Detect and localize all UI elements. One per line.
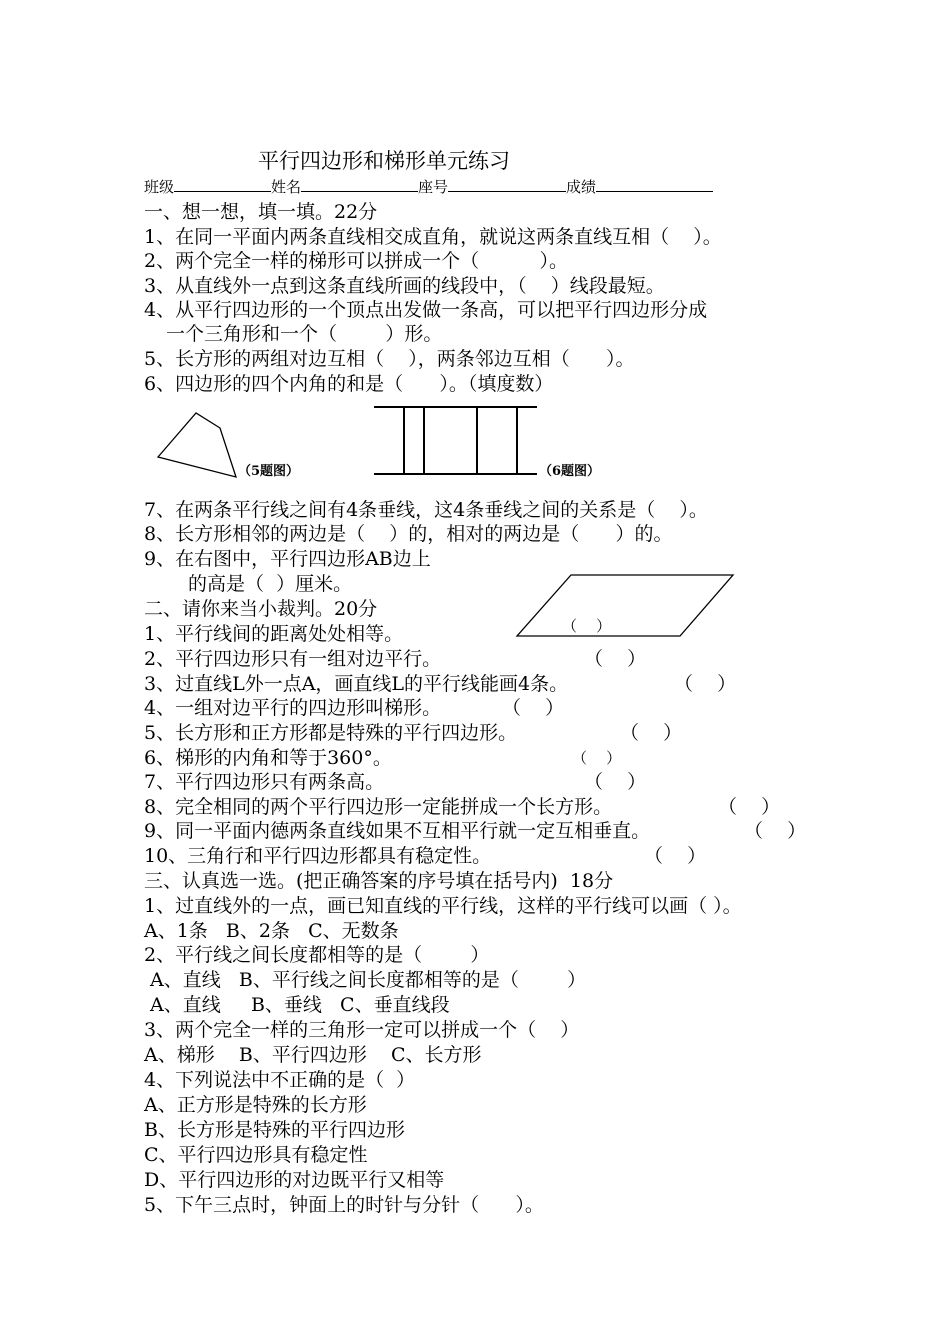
- choice-line-5: A、直线 B、垂线 C、垂直线段: [144, 994, 450, 1016]
- section2-heading: 二、请你来当小裁判。20分: [144, 598, 378, 620]
- judge-mark-8[interactable]: （ ）: [718, 796, 781, 818]
- question-1-4: 4、从平行四边形的一个顶点出发做一条高，可以把平行四边形分成: [144, 299, 708, 321]
- judge-mark-1[interactable]: （ ）: [562, 617, 612, 635]
- choice-line-6: 3、两个完全一样的三角形一定可以拼成一个（ ）: [144, 1019, 580, 1041]
- judge-item-7: 7、平行四边形只有两条高。 （ ）: [144, 771, 647, 793]
- judge-item-9: 9、同一平面内德两条直线如果不互相平行就一定互相垂直。 （ ）: [144, 820, 807, 842]
- judge-item-2: 2、平行四边形只有一组对边平行。 （ ）: [144, 648, 647, 670]
- choice-line-2: A、1条 B、2条 C、无数条: [144, 920, 399, 942]
- choice-line-12: D、平行四边形的对边既平行又相等: [144, 1169, 445, 1191]
- page-title: 平行四边形和梯形单元练习: [258, 149, 510, 173]
- choice-line-13: 5、下午三点时，钟面上的时针与分针（ ）。: [144, 1194, 544, 1216]
- question-1-5: 5、长方形的两组对边互相（ ），两条邻边互相（ ）。: [144, 348, 635, 370]
- judge-mark-9[interactable]: （ ）: [744, 820, 807, 842]
- score-label: 成绩: [566, 178, 597, 196]
- figure-6-caption: （6题图）: [539, 464, 601, 479]
- seat-label: 座号: [418, 178, 449, 196]
- judge-mark-4[interactable]: （ ）: [502, 697, 565, 719]
- judge-item-6: 6、梯形的内角和等于360°。 （ ）: [144, 747, 622, 769]
- judge-item-4: 4、一组对边平行的四边形叫梯形。 （ ）: [144, 697, 565, 719]
- judge-mark-10[interactable]: （ ）: [644, 845, 707, 867]
- quadrilateral-figure: [158, 413, 236, 477]
- parallel-lines-figure: [374, 407, 537, 474]
- parallelogram-figure: [517, 575, 733, 636]
- judge-item-1: 1、平行线间的距离处处相等。 （ ）: [144, 622, 403, 646]
- question-1-3: 3、从直线外一点到这条直线所画的线段中，（ ）线段最短。: [144, 275, 665, 297]
- choice-line-1: 1、过直线外的一点，画已知直线的平行线，这样的平行线可以画（ ）。: [144, 895, 742, 917]
- choice-line-9: A、正方形是特殊的长方形: [144, 1094, 367, 1116]
- question-1-7: 7、在两条平行线之间有4条垂线，这4条垂线之间的关系是（ ）。: [144, 499, 708, 521]
- question-1-1: 1、在同一平面内两条直线相交成直角，就说这两条直线互相（ ）。: [144, 226, 722, 248]
- judge-item-3: 3、过直线L外一点A，画直线L的平行线能画4条。 （ ）: [144, 673, 737, 695]
- choice-line-4: A、直线 B、平行线之间长度都相等的是（ ）: [144, 969, 587, 991]
- figure-5-caption: （5题图）: [238, 464, 300, 479]
- judge-mark-7[interactable]: （ ）: [584, 771, 647, 793]
- judge-mark-2[interactable]: （ ）: [584, 648, 647, 670]
- name-label: 姓名: [271, 178, 302, 196]
- question-1-2: 2、两个完全一样的梯形可以拼成一个（ ）。: [144, 250, 568, 272]
- question-1-6: 6、四边形的四个内角的和是（ ）。（填度数）: [144, 373, 554, 395]
- judge-mark-3[interactable]: （ ）: [674, 673, 737, 695]
- choice-line-7: A、梯形 B、平行四边形 C、长方形: [144, 1044, 482, 1066]
- judge-mark-6[interactable]: （ ）: [572, 749, 622, 767]
- choice-line-10: B、长方形是特殊的平行四边形: [144, 1119, 405, 1141]
- question-1-4-cont: 一个三角形和一个（ ）形。: [166, 323, 443, 345]
- class-label: 班级: [144, 178, 175, 196]
- judge-item-10: 10、三角行和平行四边形都具有稳定性。 （ ）: [144, 845, 707, 867]
- judge-item-5: 5、长方形和正方形都是特殊的平行四边形。 （ ）: [144, 722, 683, 744]
- section1-heading: 一、想一想，填一填。22分: [144, 201, 378, 223]
- judge-mark-5[interactable]: （ ）: [620, 722, 683, 744]
- question-1-9: 9、在右图中，平行四边形AB边上: [144, 548, 431, 570]
- choice-line-8: 4、下列说法中不正确的是（ ）: [144, 1069, 416, 1091]
- choice-line-3: 2、平行线之间长度都相等的是（ ）: [144, 944, 490, 966]
- question-1-8: 8、长方形相邻的两边是（ ）的，相对的两边是（ ）的。: [144, 523, 673, 545]
- choice-line-11: C、平行四边形具有稳定性: [144, 1144, 368, 1166]
- judge-item-8: 8、完全相同的两个平行四边形一定能拼成一个长方形。 （ ）: [144, 796, 781, 818]
- question-1-9-cont: 的高是（ ）厘米。: [188, 573, 353, 595]
- section3-heading: 三、认真选一选。(把正确答案的序号填在括号内) 18分: [144, 870, 614, 892]
